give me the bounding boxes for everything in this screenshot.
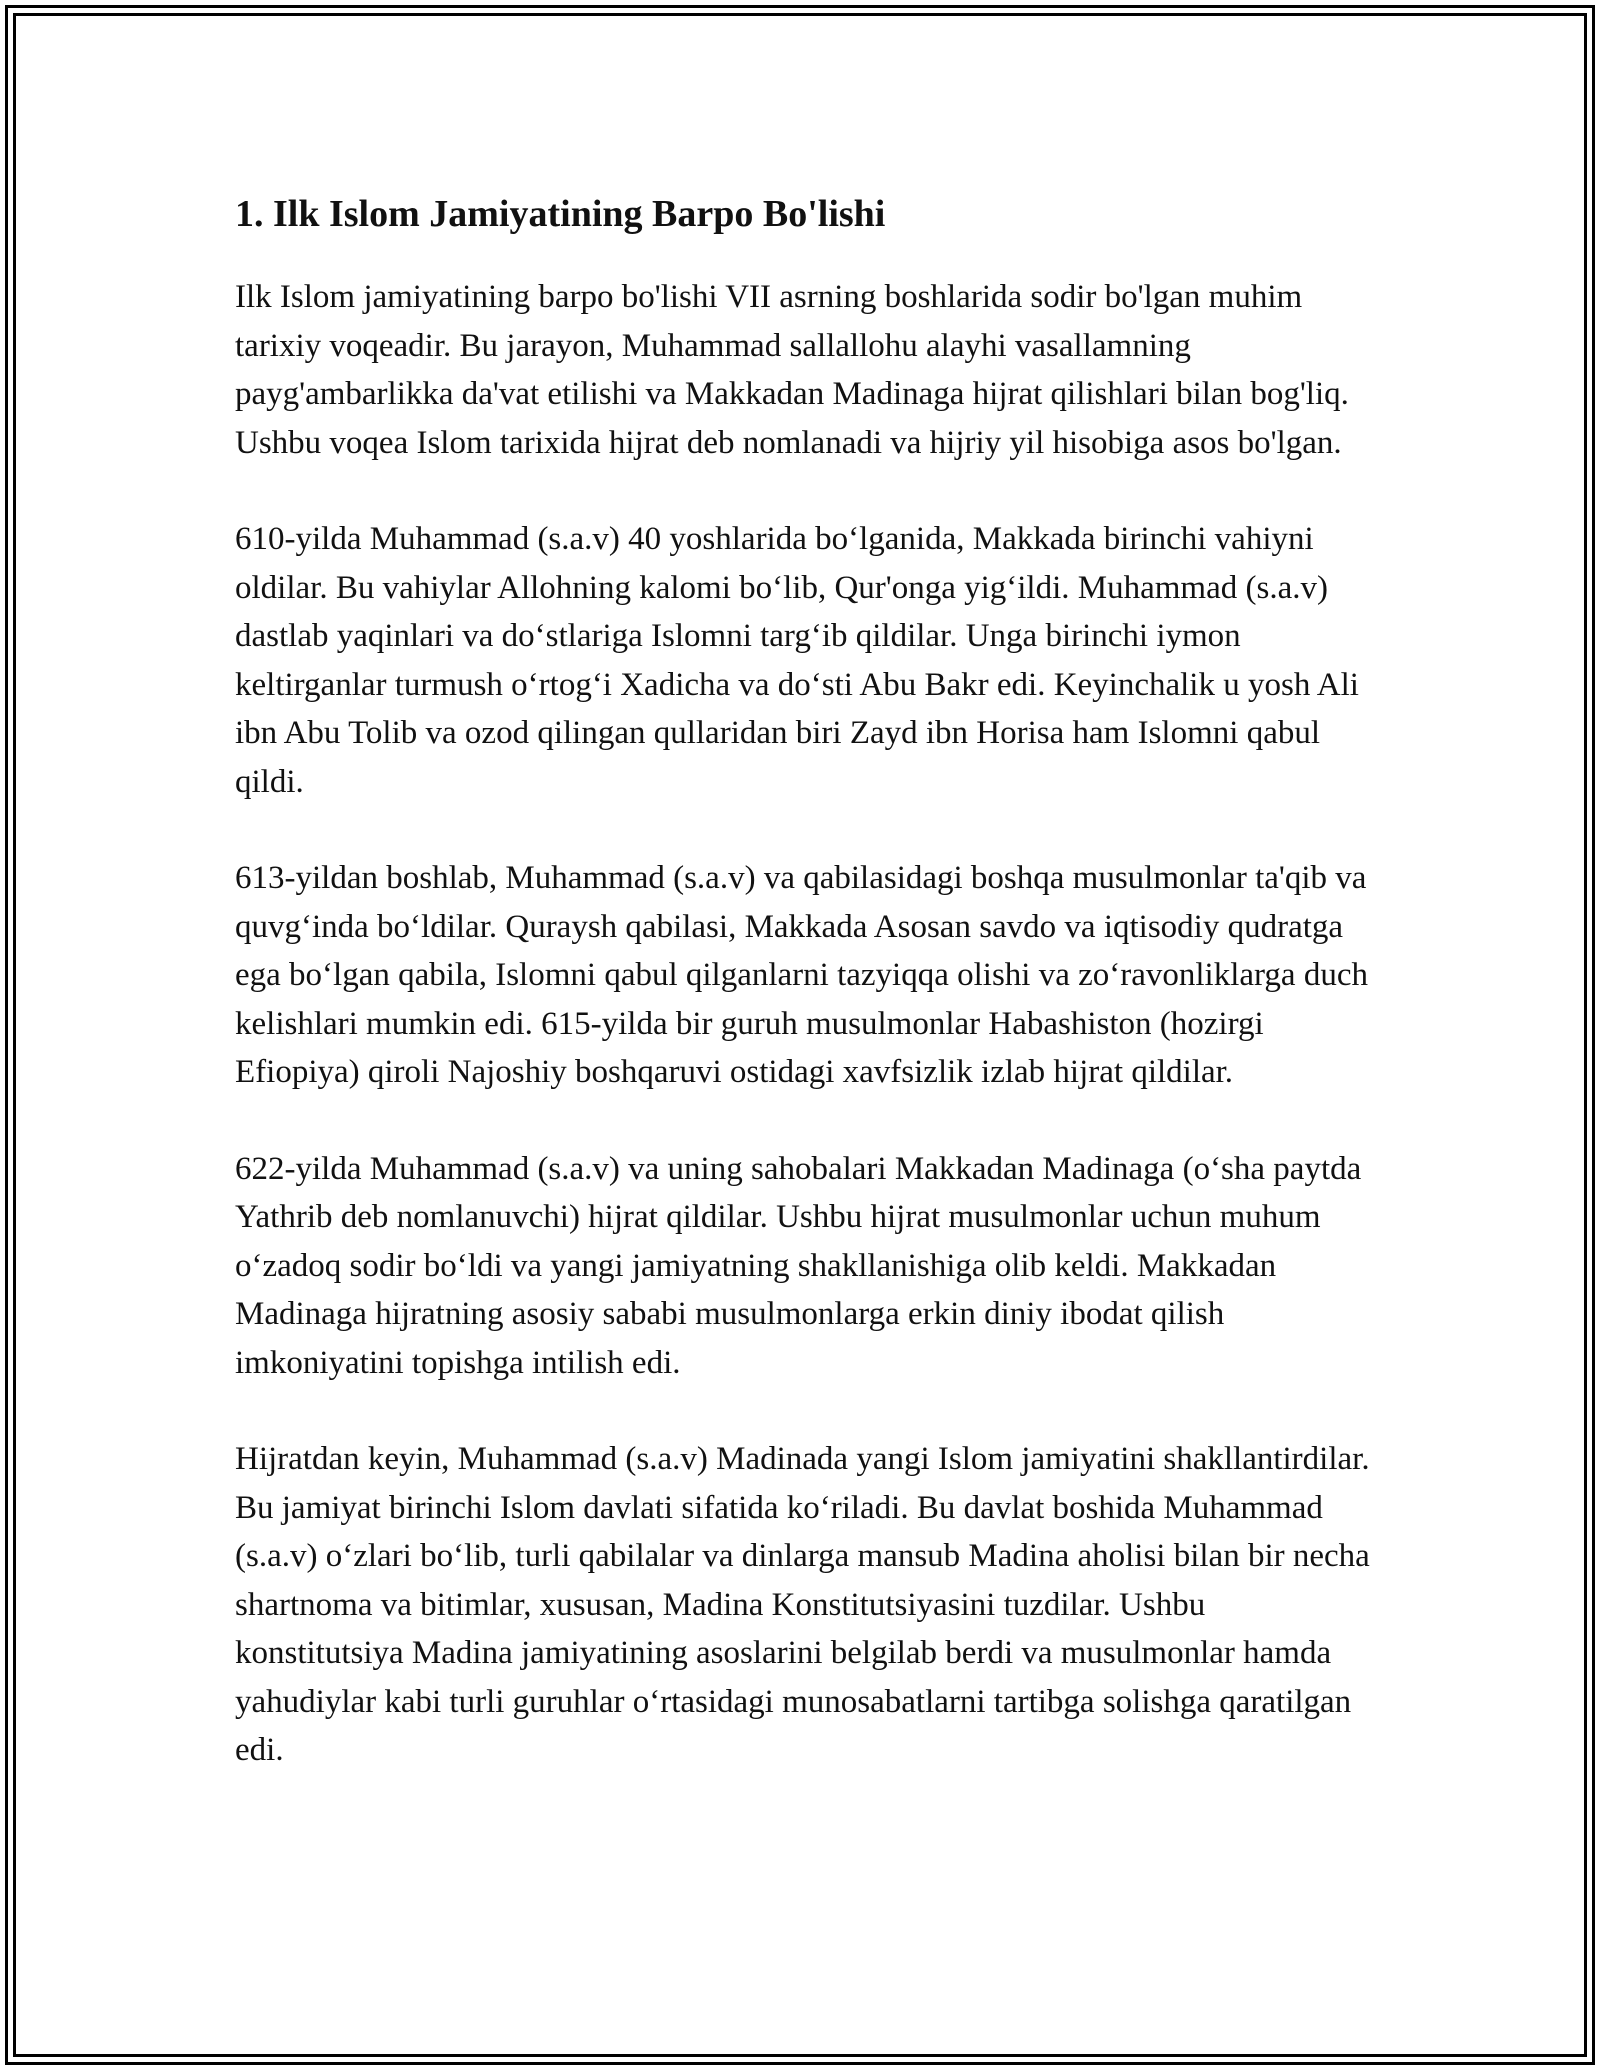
paragraph-2: 610-yilda Muhammad (s.a.v) 40 yoshlarida bo‘lganida, Makkada birinchi vahiyni oldilar. Bu vahiylar Allohning kalomi bo‘lib, Qur'onga yig‘ildi. Muhammad (s.a.v) dastlab yaqinlari va do‘stlariga Islomni targ‘ib qildilar. Unga birinchi iymon keltirganlar turmush o‘rtog‘i Xadicha va do‘sti Abu Bakr edi. Keyinchalik u yosh Ali ibn Abu Tolib va ozod qilingan qullaridan biri Zayd ibn Horisa ham Islomni qabul qildi. — [235, 521, 1359, 800]
section-heading: 1. Ilk Islom Jamiyatining Barpo Bo'lishi — [235, 193, 886, 235]
document-body — [235, 188, 1375, 1823]
paragraph-5: Hijratdan keyin, Muhammad (s.a.v) Madinada yangi Islom jamiyatini shakllantirdilar. Bu jamiyat birinchi Islom davlati sifatida ko‘riladi. Bu davlat boshida Muhammad (s.a.v) o‘zlari bo‘lib, turli qabilalar va dinlarga mansub Madina aholisi bilan bir necha shartnoma va bitimlar, xususan, Madina Konstitutsiyasini tuzdilar. Ushbu konstitutsiya Madina jamiyatining asoslarini belgilab berdi va musulmonlar hamda yahudiylar kabi turli guruhlar o‘rtasidagi munosabatlarni tartibga solishga qaratilgan edi. — [235, 1441, 1370, 1768]
paragraph-1: Ilk Islom jamiyatining barpo bo'lishi VII asrning boshlarida sodir bo'lgan muhim tarixiy voqeadir. Bu jarayon, Muhammad sallallohu alayhi vasallamning payg'ambarlikka da'vat etilishi va Makkadan Madinaga hijrat qilishlari bilan bog'liq. Ushbu voqea Islom tarixida hijrat deb nomlanadi va hijriy yil hisobiga asos bo'lgan. — [235, 279, 1349, 461]
paragraph-4: 622-yilda Muhammad (s.a.v) va uning sahobalari Makkadan Madinaga (o‘sha paytda Yathrib deb nomlanuvchi) hijrat qildilar. Ushbu hijrat musulmonlar uchun muhum o‘zadoq sodir bo‘ldi va yangi jamiyatning shakllanishiga olib keldi. Makkadan Madinaga hijratning asosiy sababi musulmonlarga erkin diniy ibodat qilish imkoniyatini topishga intilish edi. — [235, 1150, 1362, 1381]
paragraph-3: 613-yildan boshlab, Muhammad (s.a.v) va qabilasidagi boshqa musulmonlar ta'qib va quvg‘inda bo‘ldilar. Quraysh qabilasi, Makkada Asosan savdo va iqtisodiy qudratga ega bo‘lgan qabila, Islomni qabul qilganlarni tazyiqqa olishi va zo‘ravonliklarga duch kelishlari mumkin edi. 615-yilda bir guruh musulmonlar Habashiston (hozirgi Efiopiya) qiroli Najoshiy boshqaruvi ostidagi xavfsizlik izlab hijrat qildilar. — [235, 860, 1368, 1090]
